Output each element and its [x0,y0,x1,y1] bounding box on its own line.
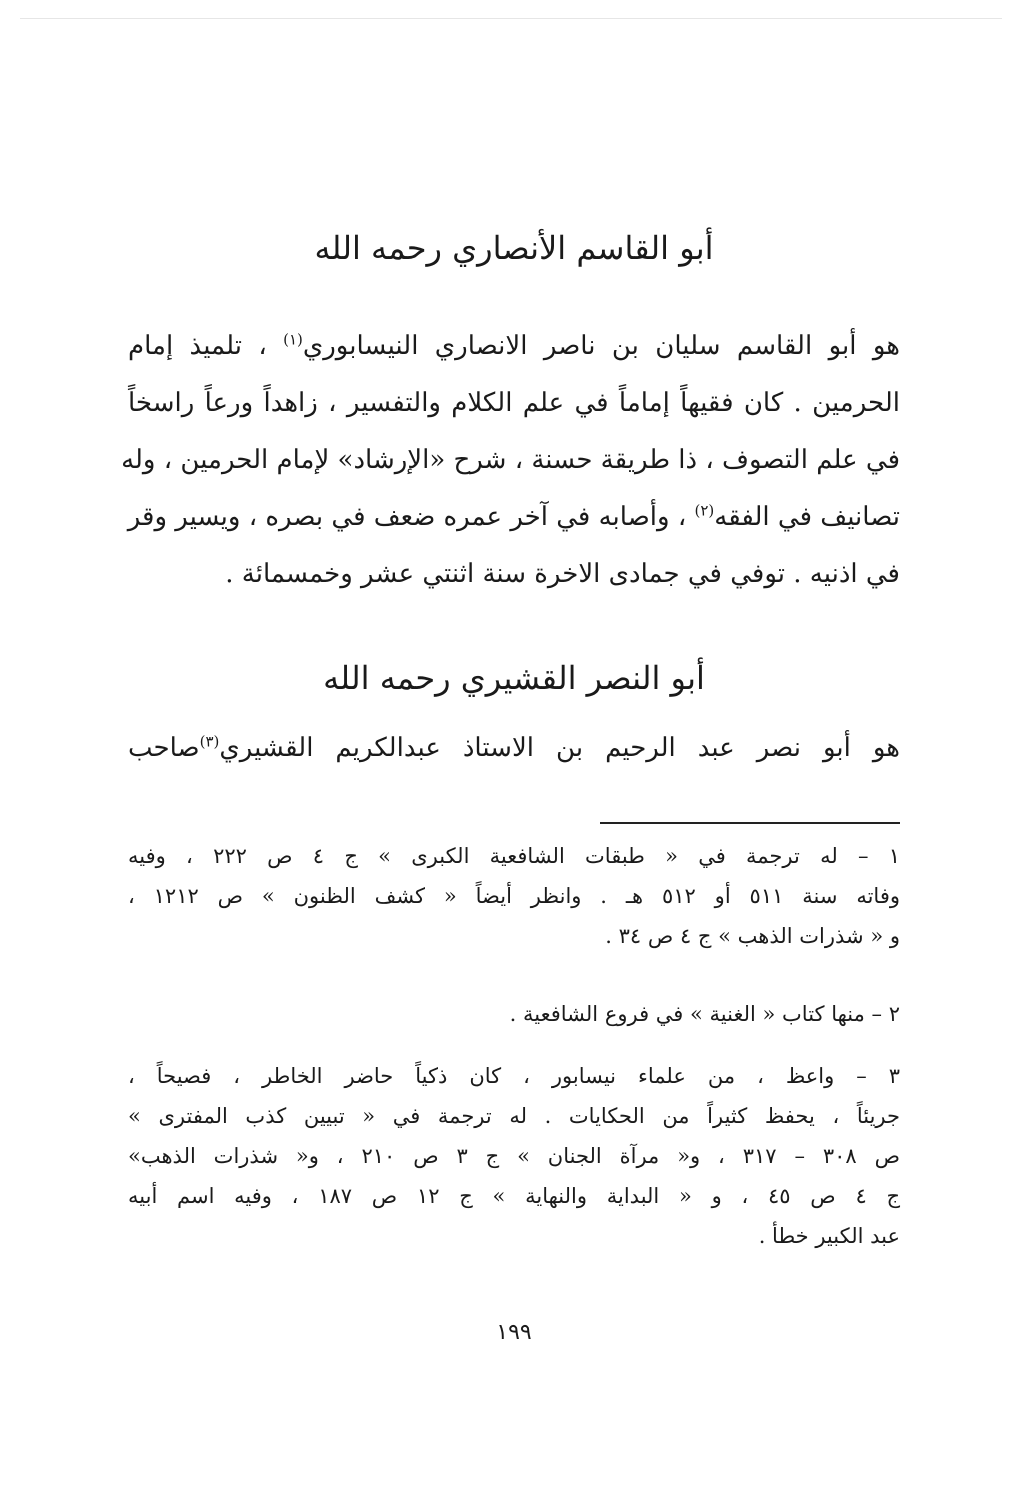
page-number: ١٩٩ [496,1320,532,1345]
footnote-line: جريئاً ، يحفظ كثيراً من الحكايات . له ترجمة في « تبيين كذب المفترى » [128,1104,900,1128]
footnote-line: ج ٤ ص ٤٥ ، و « البداية والنهاية » ج ١٢ ص ١٨٧ ، وفيه اسم أبيه [128,1184,901,1208]
biography-paragraph-abu-al-nasr [128,720,900,777]
paragraph-line: هو أبو القاسم سليان بن ناصر الانصاري النيسابوري$^{(١)}$ ، تلميذ إمام [128,330,901,361]
footnote-line: ٢ – منها كتاب « الغنية » في فروع الشافعية . [509,1002,900,1026]
paragraph-line: هو أبو نصر عبد الرحيم بن الاستاذ عبدالكريم القشيري$^{(٣)}$صاحب [128,732,900,763]
paragraph-line: تصانيف في الفقه$^{(٢)}$ ، وأصابه في آخر عمره ضعف في بصره ، ويسير وقر [127,501,900,532]
footnote-3 [128,1056,900,1256]
top-edge-rule [20,18,1002,19]
footnote-line: ٣ – واعظ ، من علماء نيسابور ، كان ذكياً حاضر الخاطر ، فصيحاً ، [128,1064,900,1088]
footnote-line: عبد الكبير خطأ . [758,1224,900,1248]
footnote-ref-1[interactable]: (١) [283,330,303,349]
footnote-ref-3[interactable]: (٣) [199,732,220,751]
section-title-abu-al-qasim: أبو القاسم الأنصاري رحمه الله [314,229,714,267]
footnote-2 [128,994,900,1034]
footnote-ref-2[interactable]: (٢) [694,501,715,520]
footnote-line: ص ٣٠٨ – ٣١٧ ، و« مرآة الجنان » ج ٣ ص ٢١٠ ، و« شذرات الذهب» [128,1144,900,1168]
footnote-line: ١ – له ترجمة في « طبقات الشافعية الكبرى » ج ٤ ص ٢٢٢ ، وفيه [128,844,901,868]
paragraph-line: الحرمين . كان فقيهاً إماماً في علم الكلام والتفسير ، زاهداً ورعاً راسخاً [128,388,900,418]
footnote-1 [128,836,900,956]
footnote-line: وفاته سنة ٥١١ أو ٥١٢ هـ . وانظر أيضاً « كشف الظنون » ص ١٢١٢ ، [128,884,901,908]
footnote-separator [600,822,900,824]
paragraph-line: في اذنيه . توفي في جمادى الاخرة سنة اثنتي عشر وخمسمائة . [225,559,900,589]
paragraph-line: في علم التصوف ، ذا طريقة حسنة ، شرح «الإرشاد» لإمام الحرمين ، وله [121,445,900,475]
footnote-line: و « شذرات الذهب » ج ٤ ص ٣٤ . [605,924,900,948]
section-title-abu-al-nasr: أبو النصر القشيري رحمه الله [323,659,705,697]
biography-paragraph-abu-al-qasim [121,318,901,603]
